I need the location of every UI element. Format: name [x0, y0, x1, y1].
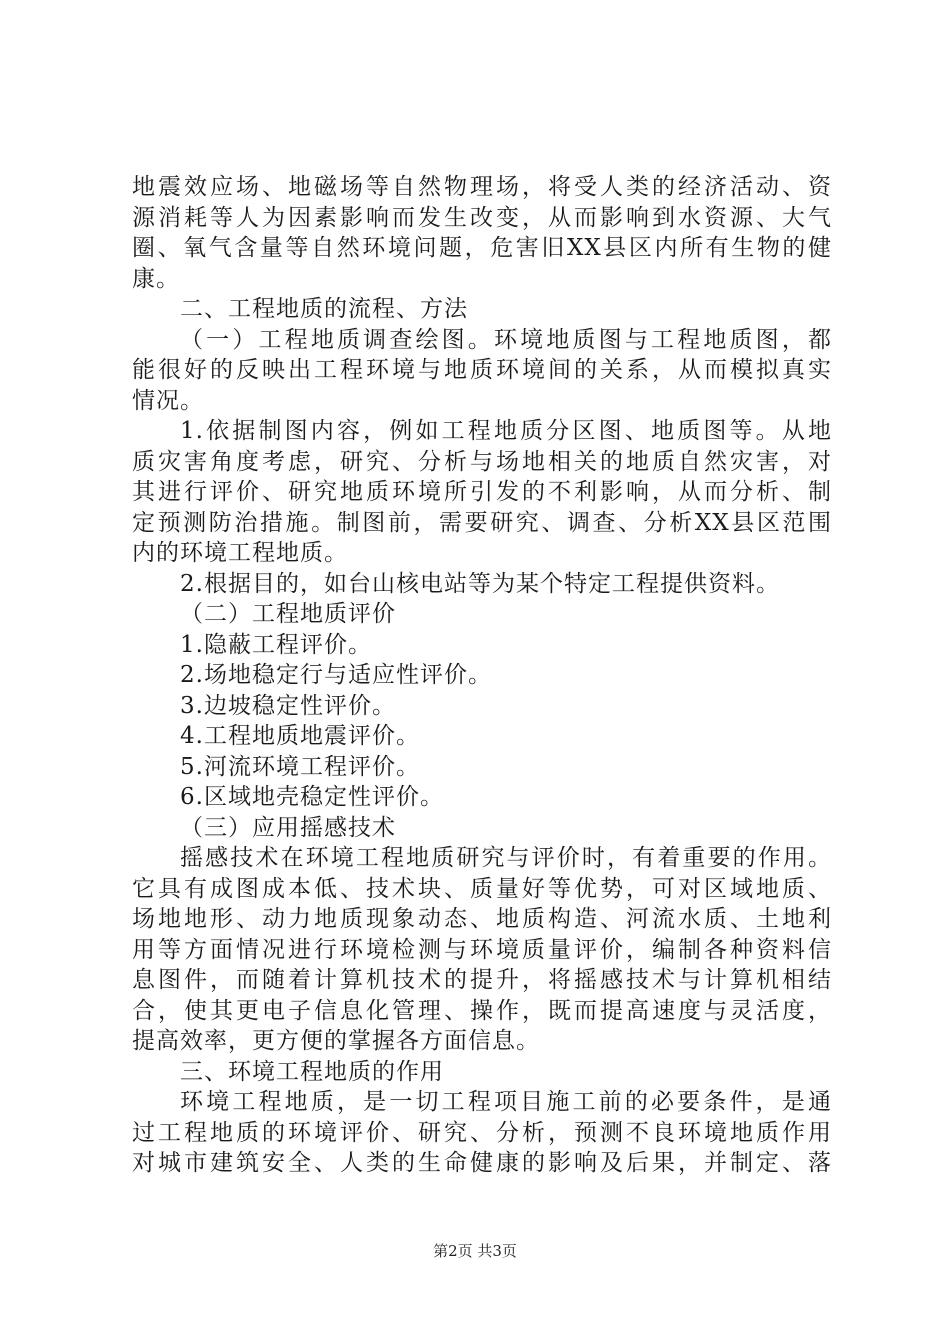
text-line: （三）应用摇感技术 — [180, 814, 396, 841]
text-line: 息图件，而随着计算机技术的提升，将摇感技术与计算机相结 — [132, 967, 832, 993]
text-line: 4.工程地质地震评价。 — [180, 723, 420, 749]
text-line: 过工程地质的环境评价、研究、分析，预测不良环境地质作用 — [132, 1119, 832, 1146]
text-line: 定预测防治措施。制图前，需要研究、调查、分析XX县区范围 — [132, 509, 832, 536]
text-line: 它具有成图成本低、技术块、质量好等优势，可对区域地质、 — [132, 875, 832, 902]
text-line: 1.依据制图内容，例如工程地质分区图、地质图等。从地 — [180, 418, 832, 444]
text-line: （二）工程地质评价 — [180, 601, 396, 627]
text-line: 情况。 — [132, 387, 204, 414]
text-line: 1.隐蔽工程评价。 — [180, 631, 372, 658]
text-line: 环境工程地质，是一切工程项目施工前的必要条件，是通 — [180, 1089, 832, 1115]
text-line: 合，使其更电子信息化管理、操作，既而提高速度与灵活度， — [132, 997, 832, 1024]
text-line: 圈、氧气含量等自然环境问题，危害旧XX县区内所有生物的健 — [132, 235, 832, 261]
text-line: 地震效应场、地磁场等自然物理场，将受人类的经济活动、资 — [132, 174, 832, 200]
text-line: 质灾害角度考虑，研究、分析与场地相关的地质自然灾害，对 — [132, 448, 832, 475]
document-body — [132, 172, 832, 1179]
text-line: 能很好的反映出工程环境与地质环境间的关系，从而模拟真实 — [132, 357, 832, 383]
text-line: 摇感技术在环境工程地质研究与评价时，有着重要的作用。 — [180, 845, 832, 871]
text-line: 提高效率，更方便的掌握各方面信息。 — [132, 1028, 540, 1054]
text-line: 内的环境工程地质。 — [132, 540, 348, 566]
text-line: 源消耗等人为因素影响而发生改变，从而影响到水资源、大气 — [132, 204, 832, 231]
text-line: （一）工程地质调查绘图。环境地质图与工程地质图，都 — [180, 326, 832, 353]
text-line: 6.区域地壳稳定性评价。 — [180, 784, 444, 810]
page-footer: 第2页 共3页 — [433, 1242, 517, 1260]
text-line: 2.场地稳定行与适应性评价。 — [180, 662, 492, 688]
text-line: 场地地形、动力地质现象动态、地质构造、河流水质、土地利 — [132, 906, 832, 932]
text-line: 用等方面情况进行环境检测与环境质量评价，编制各种资料信 — [132, 936, 832, 963]
text-line: 对城市建筑安全、人类的生命健康的影响及后果，并制定、落 — [132, 1150, 832, 1176]
text-line: 二、工程地质的流程、方法 — [180, 296, 468, 322]
text-line: 其进行评价、研究地质环境所引发的不利影响，从而分析、制 — [132, 479, 832, 505]
text-line: 康。 — [132, 265, 180, 292]
text-line: 2.根据目的，如台山核电站等为某个特定工程提供资料。 — [180, 570, 780, 597]
text-line: 三、环境工程地质的作用 — [180, 1058, 444, 1085]
text-line: 5.河流环境工程评价。 — [180, 753, 420, 780]
text-line: 3.边坡稳定性评价。 — [180, 692, 396, 719]
